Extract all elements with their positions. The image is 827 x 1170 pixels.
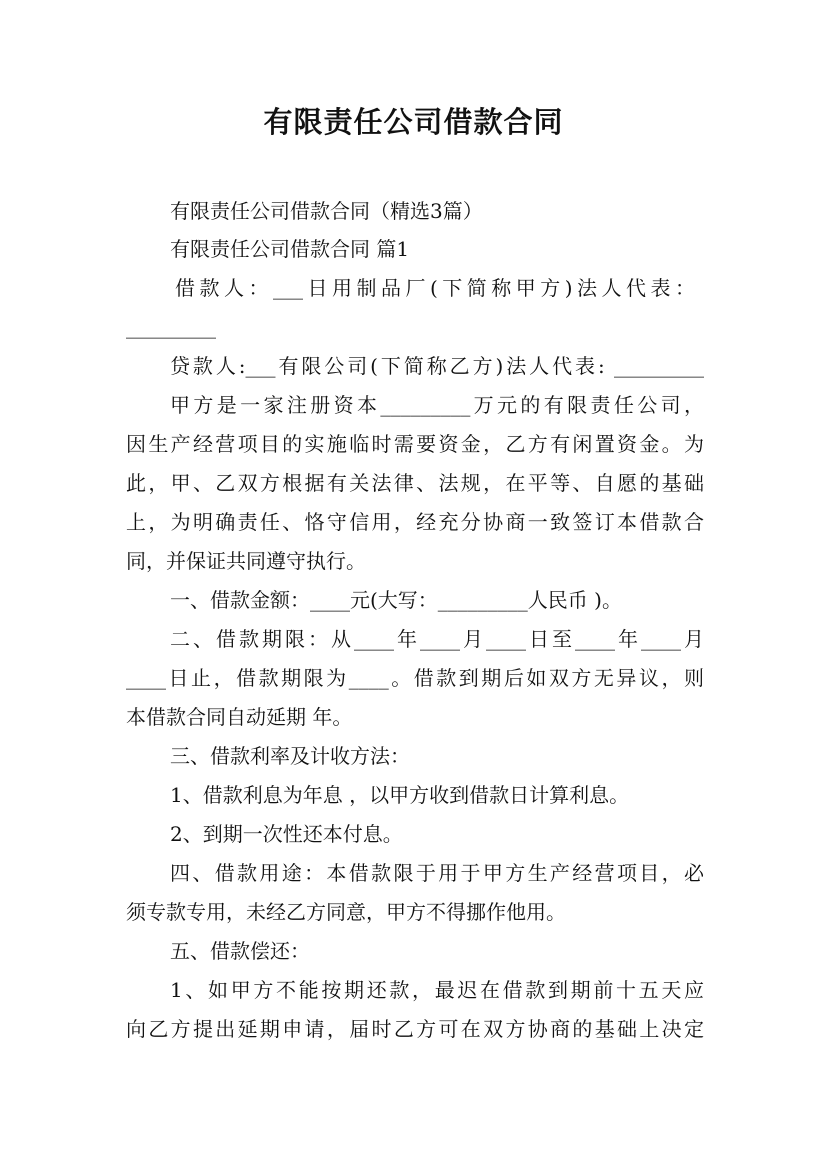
clause-repayment-cont: 向乙方提出延期申请，届时乙方可在双方协商的基础上决定 (126, 1017, 704, 1041)
paragraph-line: 此，甲、乙双方根据有关法律、法规，在平等、自愿的基础 (126, 471, 704, 495)
borrower-line: 借款人：___日用制品厂(下简称甲方)法人代表： (175, 276, 695, 300)
document-title: 有限责任公司借款合同 (263, 105, 564, 139)
subtitle-line: 有限责任公司借款合同（精选3篇） (170, 199, 483, 223)
clause-interest-item: 1、借款利息为年息 ，以甲方收到借款日计算利息。 (170, 783, 630, 807)
lender-line: 贷款人:___有限公司(下简称乙方)法人代表: _________ (170, 354, 704, 378)
borrower-blank-line: _________ (126, 315, 216, 339)
clause-term-cont: ____日止，借款期限为____。借款到期后如双方无异议，则 (126, 666, 704, 690)
section-heading: 有限责任公司借款合同 篇1 (170, 237, 410, 261)
paragraph-line: 同，并保证共同遵守执行。 (126, 549, 366, 573)
clause-amount: 一、借款金额：____元(大写：_________人民币 )。 (170, 588, 622, 612)
clause-interest: 三、借款利率及计收方法： (170, 744, 410, 768)
clause-term-cont: 本借款合同自动延期 年。 (126, 705, 353, 729)
paragraph-line: 上，为明确责任、恪守信用，经充分协商一致签订本借款合 (126, 510, 704, 534)
paragraph-line: 甲方是一家注册资本_________万元的有限责任公司， (170, 393, 704, 417)
clause-interest-item: 2、到期一次性还本付息。 (170, 822, 403, 846)
clause-repayment-item: 1、如甲方不能按期还款，最迟在借款到期前十五天应 (170, 978, 704, 1002)
clause-term: 二、借款期限：从____年____月____日至____年____月 (170, 627, 704, 651)
clause-purpose: 四、借款用途：本借款限于用于甲方生产经营项目，必 (170, 861, 704, 885)
paragraph-line: 因生产经营项目的实施临时需要资金，乙方有闲置资金。为 (126, 432, 704, 456)
clause-purpose-cont: 须专款专用，未经乙方同意，甲方不得挪作他用。 (126, 900, 566, 924)
clause-repayment: 五、借款偿还： (170, 939, 310, 963)
